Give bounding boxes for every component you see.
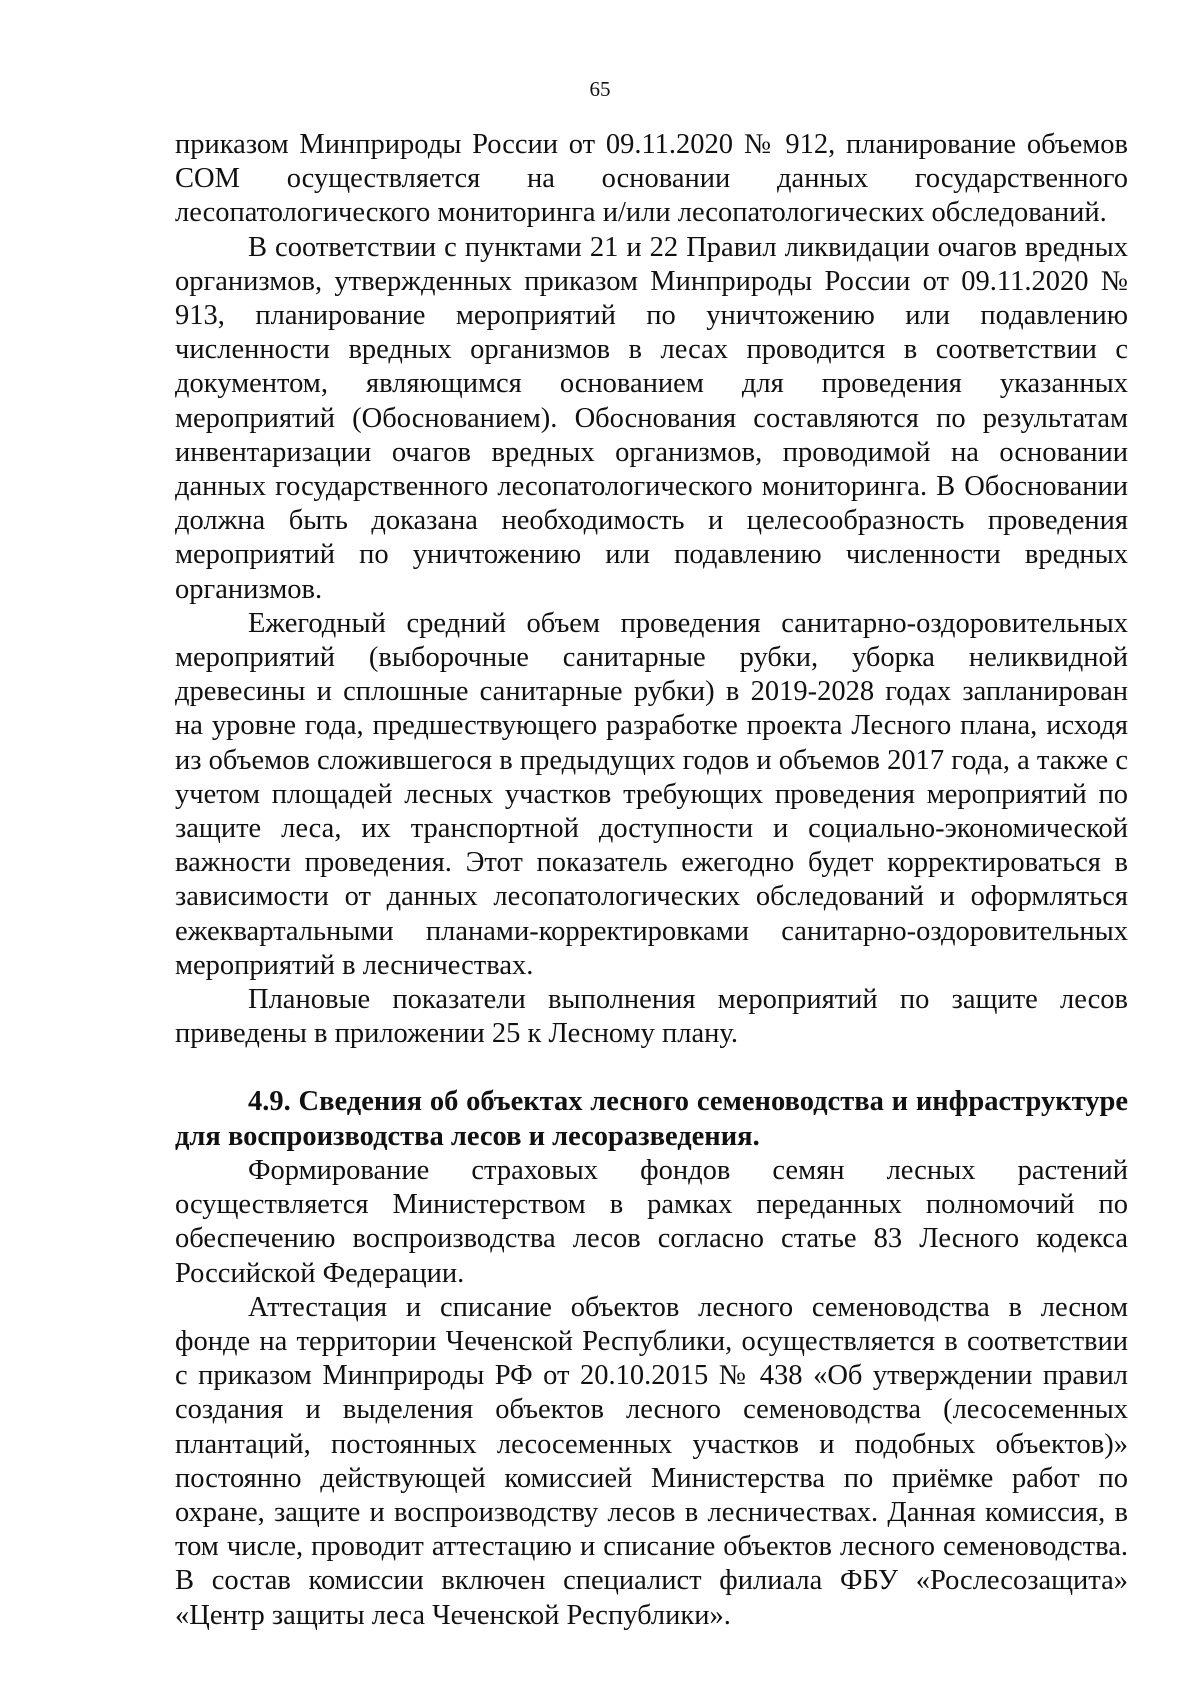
document-body	[175, 128, 1128, 1633]
section-heading: 4.9. Сведения об объектах лесного семеноводства и инфраструктуре для воспроизводства лесов и лесоразведения.	[175, 1086, 1128, 1152]
paragraph-attestation: Аттестация и списание объектов лесного семеноводства в лесном фонде на территории Чеченской Республики, осуществляется в соответствии с приказом Минприроды РФ от 20.10.2015 № 438 «Об утверждении правил создания и выделения объектов лесного семеноводства (лесосеменных плантаций, постоянных лесосеменных участков и подобных объектов)» постоянно действующей комиссией Министерства по приёмке работ по охране, защите и воспроизводству лесов в лесничествах. Данная комиссия, в том числе, проводит аттестацию и списание объектов лесного семеноводства. В состав комиссии включен специалист филиала ФБУ «Рослесозащита» «Центр защиты леса Чеченской Республики».	[175, 1291, 1128, 1631]
paragraph-pest-control: В соответствии с пунктами 21 и 22 Правил ликвидации очагов вредных организмов, утвержденных приказом Минприроды России от 09.11.2020 № 913, планирование мероприятий по уничтожению или подавлению численности вредных организмов в лесах проводится в соответствии с документом, являющимся основанием для проведения указанных мероприятий (Обоснованием). Обоснования составляются по результатам инвентаризации очагов вредных организмов, проводимой на основании данных государственного лесопатологического мониторинга. В Обосновании должна быть доказана необходимость и целесообразность проведения мероприятий по уничтожению или подавлению численности вредных организмов.	[175, 231, 1128, 605]
page-number: 65	[589, 77, 611, 101]
paragraph-continuation: приказом Минприроды России от 09.11.2020 № 912, планирование объемов СОМ осуществляется на основании данных государственного лесопатологического мониторинга и/или лесопатологических обследований.	[175, 129, 1128, 229]
paragraph-seed-funds: Формирование страховых фондов семян лесных растений осуществляется Министерством в рамках переданных полномочий по обеспечению воспроизводства лесов согласно статье 83 Лесного кодекса Российской Федерации.	[175, 1154, 1128, 1289]
paragraph-sanitary-measures: Ежегодный средний объем проведения санитарно-оздоровительных мероприятий (выборочные санитарные рубки, уборка неликвидной древесины и сплошные санитарные рубки) в 2019-2028 годах запланирован на уровне года, предшествующего разработке проекта Лесного плана, исходя из объемов сложившегося в предыдущих годов и объемов 2017 года, а также с учетом площадей лесных участков требующих проведения мероприятий по защите леса, их транспортной доступности и социально-экономической важности проведения. Этот показатель ежегодно будет корректироваться в зависимости от данных лесопатологических обследований и оформляться ежеквартальными планами-корректировками санитарно-оздоровительных мероприятий в лесничествах.	[175, 607, 1128, 981]
paragraph-plan-indicators: Плановые показатели выполнения мероприятий по защите лесов приведены в приложении 25 к Лесному плану.	[175, 984, 1128, 1050]
